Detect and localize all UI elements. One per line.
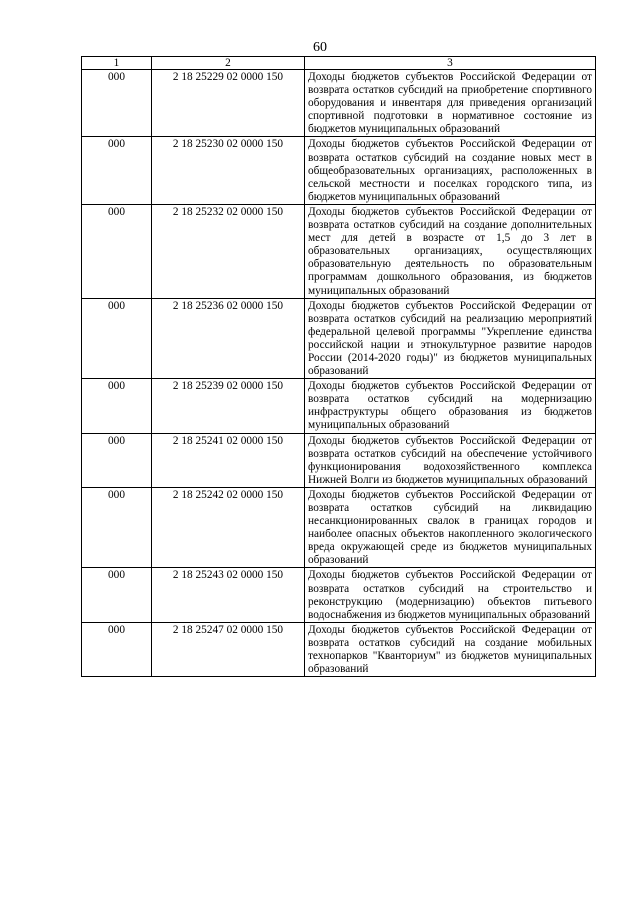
description-cell: Доходы бюджетов субъектов Российской Федерации от возврата остатков субсидий на строительство и реконструкцию (модернизацию) объектов питьевого водоснабжения из бюджетов муниципальных образований [305, 568, 596, 622]
admin-code-cell: 000 [82, 487, 152, 568]
budget-code-cell: 2 18 25243 02 0000 150 [152, 568, 305, 622]
description-cell: Доходы бюджетов субъектов Российской Федерации от возврата остатков субсидий на реализацию мероприятий федеральной целевой программы "Укрепление единства российской нации и этнокультурное развитие народов России (2014-2020 годы)" из бюджетов муниципальных образований [305, 298, 596, 379]
description-cell: Доходы бюджетов субъектов Российской Федерации от возврата остатков субсидий на создание дополнительных мест для детей в возрасте от 1,5 до 3 лет в образовательных организациях, осуществляющих образовательную деятельность по образовательным программам дошкольного образования, из бюджетов муниципальных образований [305, 204, 596, 298]
column-header-2: 2 [152, 57, 305, 70]
budget-classification-table [81, 56, 596, 677]
budget-code-cell: 2 18 25247 02 0000 150 [152, 622, 305, 676]
table-row [82, 622, 596, 676]
table-row [82, 70, 596, 137]
admin-code-cell: 000 [82, 70, 152, 137]
table-row [82, 204, 596, 298]
table-row [82, 568, 596, 622]
admin-code-cell: 000 [82, 568, 152, 622]
page-number: 60 [313, 40, 327, 55]
admin-code-cell: 000 [82, 204, 152, 298]
table-row [82, 137, 596, 204]
budget-code-cell: 2 18 25242 02 0000 150 [152, 487, 305, 568]
description-cell: Доходы бюджетов субъектов Российской Федерации от возврата остатков субсидий на ликвидацию несанкционированных свалок в границах городов и наиболее опасных объектов накопленного экологического вреда окружающей среде из бюджетов муниципальных образований [305, 487, 596, 568]
table-row [82, 379, 596, 433]
budget-code-cell: 2 18 25241 02 0000 150 [152, 433, 305, 487]
description-cell: Доходы бюджетов субъектов Российской Федерации от возврата остатков субсидий на приобретение спортивного оборудования и инвентаря для приведения организаций спортивной подготовки в нормативное состояние из бюджетов муниципальных образований [305, 70, 596, 137]
budget-code-cell: 2 18 25230 02 0000 150 [152, 137, 305, 204]
description-cell: Доходы бюджетов субъектов Российской Федерации от возврата остатков субсидий на создание мобильных технопарков "Кванториум" из бюджетов муниципальных образований [305, 622, 596, 676]
budget-code-cell: 2 18 25229 02 0000 150 [152, 70, 305, 137]
admin-code-cell: 000 [82, 433, 152, 487]
admin-code-cell: 000 [82, 137, 152, 204]
table-row [82, 433, 596, 487]
column-header-3: 3 [305, 57, 596, 70]
table-header-row [82, 57, 596, 70]
admin-code-cell: 000 [82, 622, 152, 676]
description-cell: Доходы бюджетов субъектов Российской Федерации от возврата остатков субсидий на модернизацию инфраструктуры общего образования из бюджетов муниципальных образований [305, 379, 596, 433]
budget-code-cell: 2 18 25239 02 0000 150 [152, 379, 305, 433]
budget-code-cell: 2 18 25232 02 0000 150 [152, 204, 305, 298]
budget-code-cell: 2 18 25236 02 0000 150 [152, 298, 305, 379]
column-header-1: 1 [82, 57, 152, 70]
admin-code-cell: 000 [82, 379, 152, 433]
table-row [82, 298, 596, 379]
admin-code-cell: 000 [82, 298, 152, 379]
table-row [82, 487, 596, 568]
description-cell: Доходы бюджетов субъектов Российской Федерации от возврата остатков субсидий на создание новых мест в общеобразовательных организациях, расположенных в сельской местности и поселках городского типа, из бюджетов муниципальных образований [305, 137, 596, 204]
description-cell: Доходы бюджетов субъектов Российской Федерации от возврата остатков субсидий на обеспечение устойчивого функционирования водохозяйственного комплекса Нижней Волги из бюджетов муниципальных образований [305, 433, 596, 487]
